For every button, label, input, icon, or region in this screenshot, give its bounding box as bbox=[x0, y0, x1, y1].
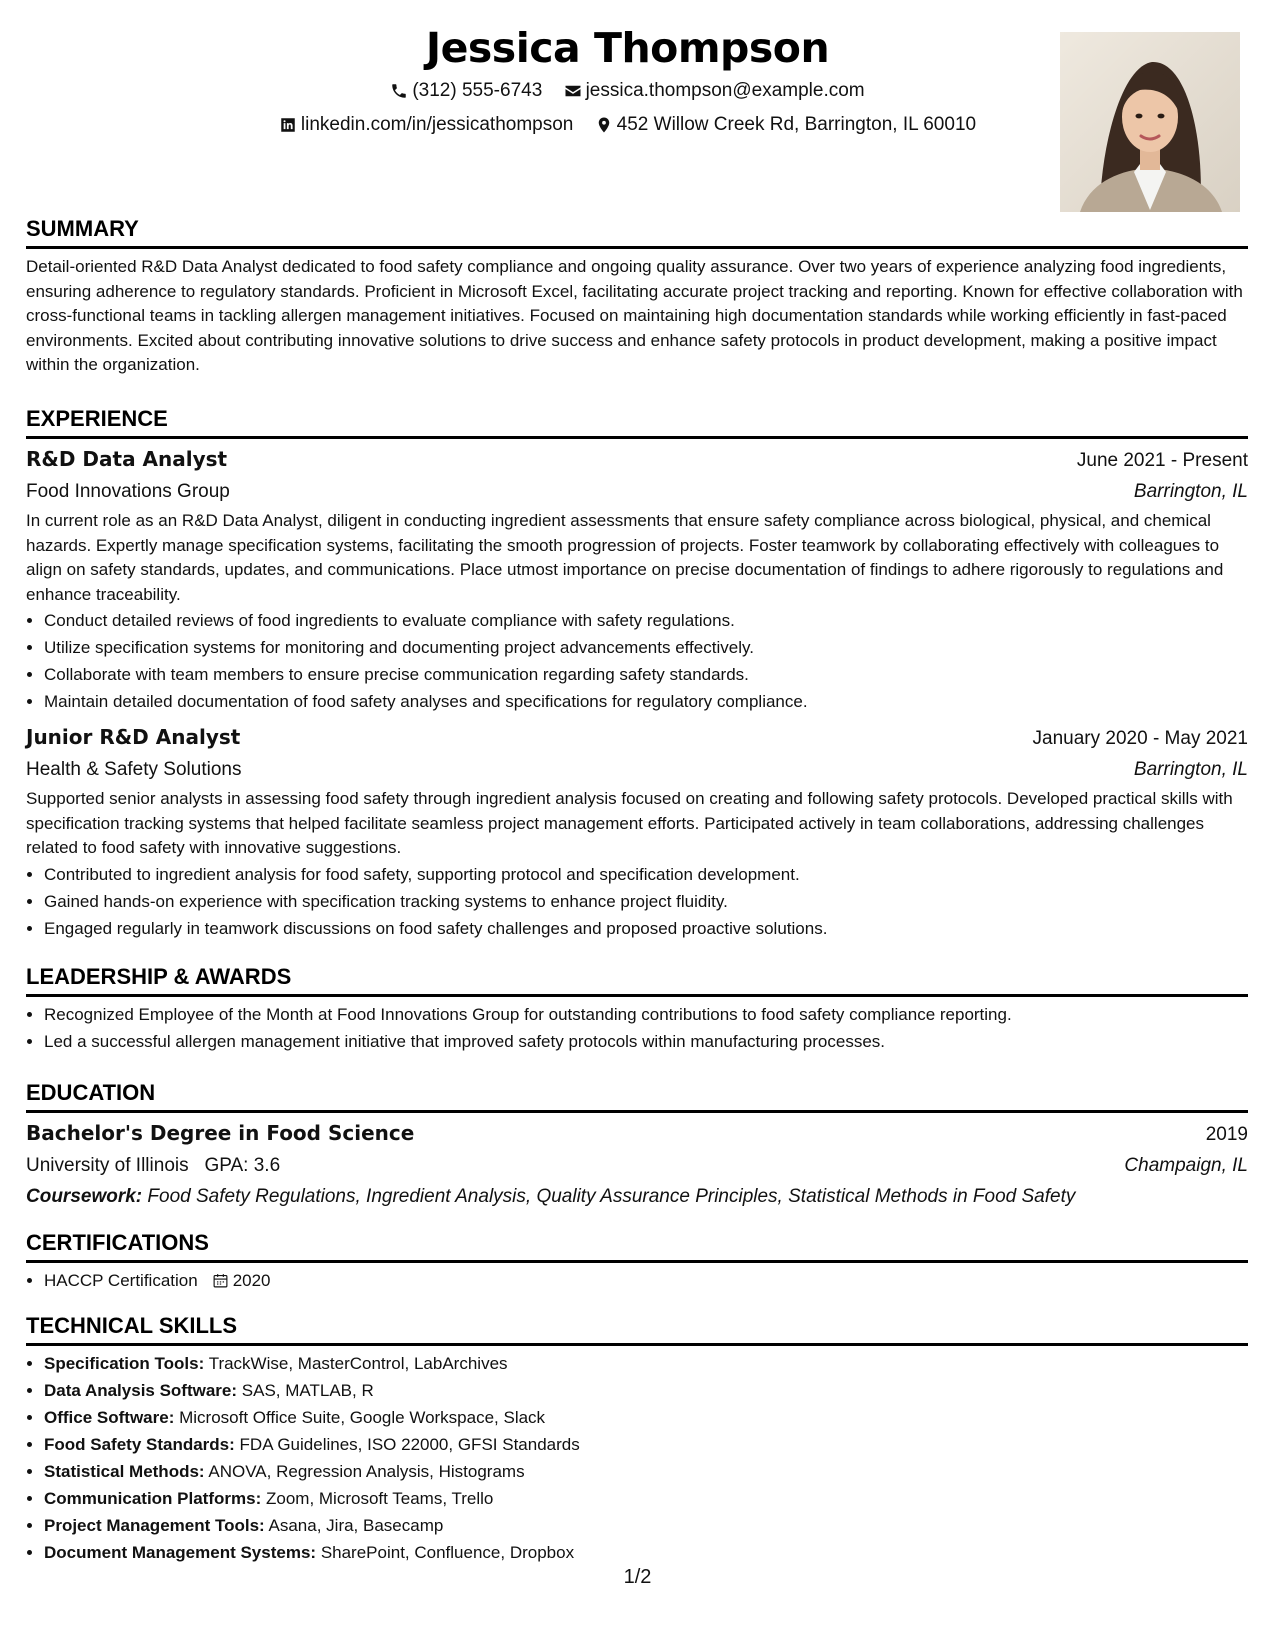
certifications-list bbox=[26, 1267, 1248, 1294]
job-description: In current role as an R&D Data Analyst, diligent in conducting ingredient assessments that ensure safety compliance across biological, physical, and chemical hazards. Expertly manage specification systems, facilitating the smooth progression of projects. Foster teamwork by collaborating effectively with colleagues to align on safety standards, updates, and communications. Place utmost importance on precise documentation of findings to adhere rigorously to regulations and enhance traceability. bbox=[26, 511, 1224, 604]
list-item: • Conduct detailed reviews of food ingredients to evaluate compliance with safety regulations. bbox=[44, 607, 1248, 634]
linkedin-contact[interactable] bbox=[279, 110, 573, 140]
list-item: • Recognized Employee of the Month at Food Innovations Group for outstanding contributions to food safety compliance reporting. bbox=[44, 1001, 1248, 1028]
coursework bbox=[26, 1181, 1248, 1213]
skill-value: SAS, MATLAB, R bbox=[241, 1381, 374, 1400]
coursework-label: Coursework: bbox=[26, 1186, 143, 1207]
list-item bbox=[44, 1458, 1248, 1485]
skills-list bbox=[26, 1350, 1248, 1566]
list-item: • Collaborate with team members to ensure precise communication regarding safety standards. bbox=[44, 661, 1248, 688]
skill-label: Specification Tools: bbox=[44, 1354, 205, 1373]
skill-label: Communication Platforms: bbox=[44, 1489, 262, 1508]
gpa: GPA: 3.6 bbox=[204, 1155, 281, 1176]
address-text: 452 Willow Creek Rd, Barrington, IL 60010 bbox=[616, 114, 977, 135]
job-location: Barrington, IL bbox=[1133, 481, 1248, 502]
list-item bbox=[44, 1512, 1248, 1539]
job-bullets bbox=[26, 861, 1248, 942]
certifications-section bbox=[26, 1228, 1248, 1294]
list-item: • Contributed to ingredient analysis for food safety, supporting protocol and specification development. bbox=[44, 861, 1248, 888]
leadership-section bbox=[26, 962, 1248, 1055]
graduation-year: 2019 bbox=[1205, 1124, 1248, 1145]
skills-section bbox=[26, 1311, 1248, 1566]
list-item bbox=[44, 1377, 1248, 1404]
list-item: • Gained hands-on experience with specification tracking systems to enhance project fluidity. bbox=[44, 888, 1248, 915]
education-heading: EDUCATION bbox=[26, 1078, 1248, 1113]
leadership-list bbox=[26, 1001, 1248, 1055]
phone-icon bbox=[390, 82, 408, 100]
cert-year: 2020 bbox=[232, 1271, 271, 1290]
job-entry bbox=[26, 721, 1248, 942]
envelope-icon bbox=[564, 82, 582, 100]
skill-value: Zoom, Microsoft Teams, Trello bbox=[265, 1489, 494, 1508]
list-item bbox=[44, 1350, 1248, 1377]
skills-heading: TECHNICAL SKILLS bbox=[26, 1311, 1248, 1346]
job-title: Junior R&D Analyst bbox=[26, 725, 241, 749]
job-dates: June 2021 - Present bbox=[1076, 450, 1248, 471]
list-item: • Utilize specification systems for monitoring and documenting project advancements effectively. bbox=[44, 634, 1248, 661]
skill-label: Project Management Tools: bbox=[44, 1516, 265, 1535]
candidate-name: Jessica Thompson bbox=[425, 24, 830, 72]
job-location: Barrington, IL bbox=[1133, 759, 1248, 780]
job-entry bbox=[26, 443, 1248, 715]
skill-value: Asana, Jira, Basecamp bbox=[268, 1516, 444, 1535]
certifications-heading: CERTIFICATIONS bbox=[26, 1228, 1248, 1263]
skill-label: Data Analysis Software: bbox=[44, 1381, 238, 1400]
skill-value: FDA Guidelines, ISO 22000, GFSI Standards bbox=[239, 1435, 580, 1454]
address-contact bbox=[595, 110, 976, 140]
list-item: • Engaged regularly in teamwork discussions on food safety challenges and proposed proactive solutions. bbox=[44, 915, 1248, 942]
list-item bbox=[44, 1267, 1248, 1294]
school-info bbox=[26, 1151, 280, 1181]
skill-value: Microsoft Office Suite, Google Workspace, Slack bbox=[179, 1408, 546, 1427]
leadership-heading: LEADERSHIP & AWARDS bbox=[26, 962, 1248, 997]
job-organization: Health & Safety Solutions bbox=[26, 759, 242, 780]
map-pin-icon bbox=[595, 116, 613, 134]
linkedin-icon bbox=[279, 116, 297, 134]
list-item: • Maintain detailed documentation of food safety analyses and specifications for regulatory compliance. bbox=[44, 688, 1248, 715]
list-item bbox=[44, 1539, 1248, 1566]
email-contact[interactable] bbox=[564, 76, 865, 106]
skill-value: SharePoint, Confluence, Dropbox bbox=[320, 1543, 575, 1562]
phone-contact[interactable] bbox=[390, 76, 542, 106]
school-name: University of Illinois bbox=[26, 1155, 189, 1176]
list-item bbox=[44, 1404, 1248, 1431]
phone-text: (312) 555-6743 bbox=[412, 80, 543, 101]
job-description: Supported senior analysts in assessing food safety through ingredient analysis focused on creating and following safety protocols. Developed practical skills with specification tracking systems that helped facilitate seamless project management efforts. Participated actively in team collaborations, addressing challenges related to food safety with innovative suggestions. bbox=[26, 789, 1233, 857]
skill-value: ANOVA, Regression Analysis, Histograms bbox=[208, 1462, 525, 1481]
profile-photo bbox=[1060, 32, 1240, 212]
experience-section bbox=[26, 404, 1248, 942]
coursework-list: Food Safety Regulations, Ingredient Analysis, Quality Assurance Principles, Statistical Methods in Food Safety bbox=[147, 1186, 1076, 1207]
cert-name: • HACCP Certification bbox=[44, 1271, 198, 1290]
skill-label: Food Safety Standards: bbox=[44, 1435, 235, 1454]
job-bullets bbox=[26, 607, 1248, 715]
list-item bbox=[44, 1431, 1248, 1458]
job-organization: Food Innovations Group bbox=[26, 481, 230, 502]
list-item bbox=[44, 1485, 1248, 1512]
degree: Bachelor's Degree in Food Science bbox=[26, 1121, 415, 1145]
summary-heading: SUMMARY bbox=[26, 214, 1248, 249]
linkedin-text: linkedin.com/in/jessicathompson bbox=[300, 114, 574, 135]
summary-section bbox=[26, 214, 1248, 378]
email-text: jessica.thompson@example.com bbox=[585, 80, 865, 101]
page-number: 1/2 bbox=[623, 1566, 652, 1588]
job-title: R&D Data Analyst bbox=[26, 447, 228, 471]
list-item: • Led a successful allergen management initiative that improved safety protocols within manufacturing processes. bbox=[44, 1028, 1248, 1055]
experience-heading: EXPERIENCE bbox=[26, 404, 1248, 439]
skill-label: Office Software: bbox=[44, 1408, 175, 1427]
school-location: Champaign, IL bbox=[1124, 1155, 1248, 1176]
skill-value: TrackWise, MasterControl, LabArchives bbox=[208, 1354, 508, 1373]
calendar-icon bbox=[212, 1272, 229, 1289]
skill-label: Statistical Methods: bbox=[44, 1462, 205, 1481]
summary-text: Detail-oriented R&D Data Analyst dedicated to food safety compliance and ongoing quality assurance. Over two years of experience analyzing food ingredients, ensuring adherence to regulatory standards. Proficient in Microsoft Excel, facilitating accurate project tracking and reporting. Known for effective collaboration with cross-functional teams in tackling allergen management initiatives. Focused on maintaining high documentation standards while working efficiently in fast-paced environments. Excited about contributing innovative solutions to drive success and enhance safety protocols in product development, making a positive impact within the organization. bbox=[26, 257, 1243, 374]
skill-label: Document Management Systems: bbox=[44, 1543, 317, 1562]
education-section bbox=[26, 1078, 1248, 1213]
job-dates: January 2020 - May 2021 bbox=[1032, 728, 1248, 749]
